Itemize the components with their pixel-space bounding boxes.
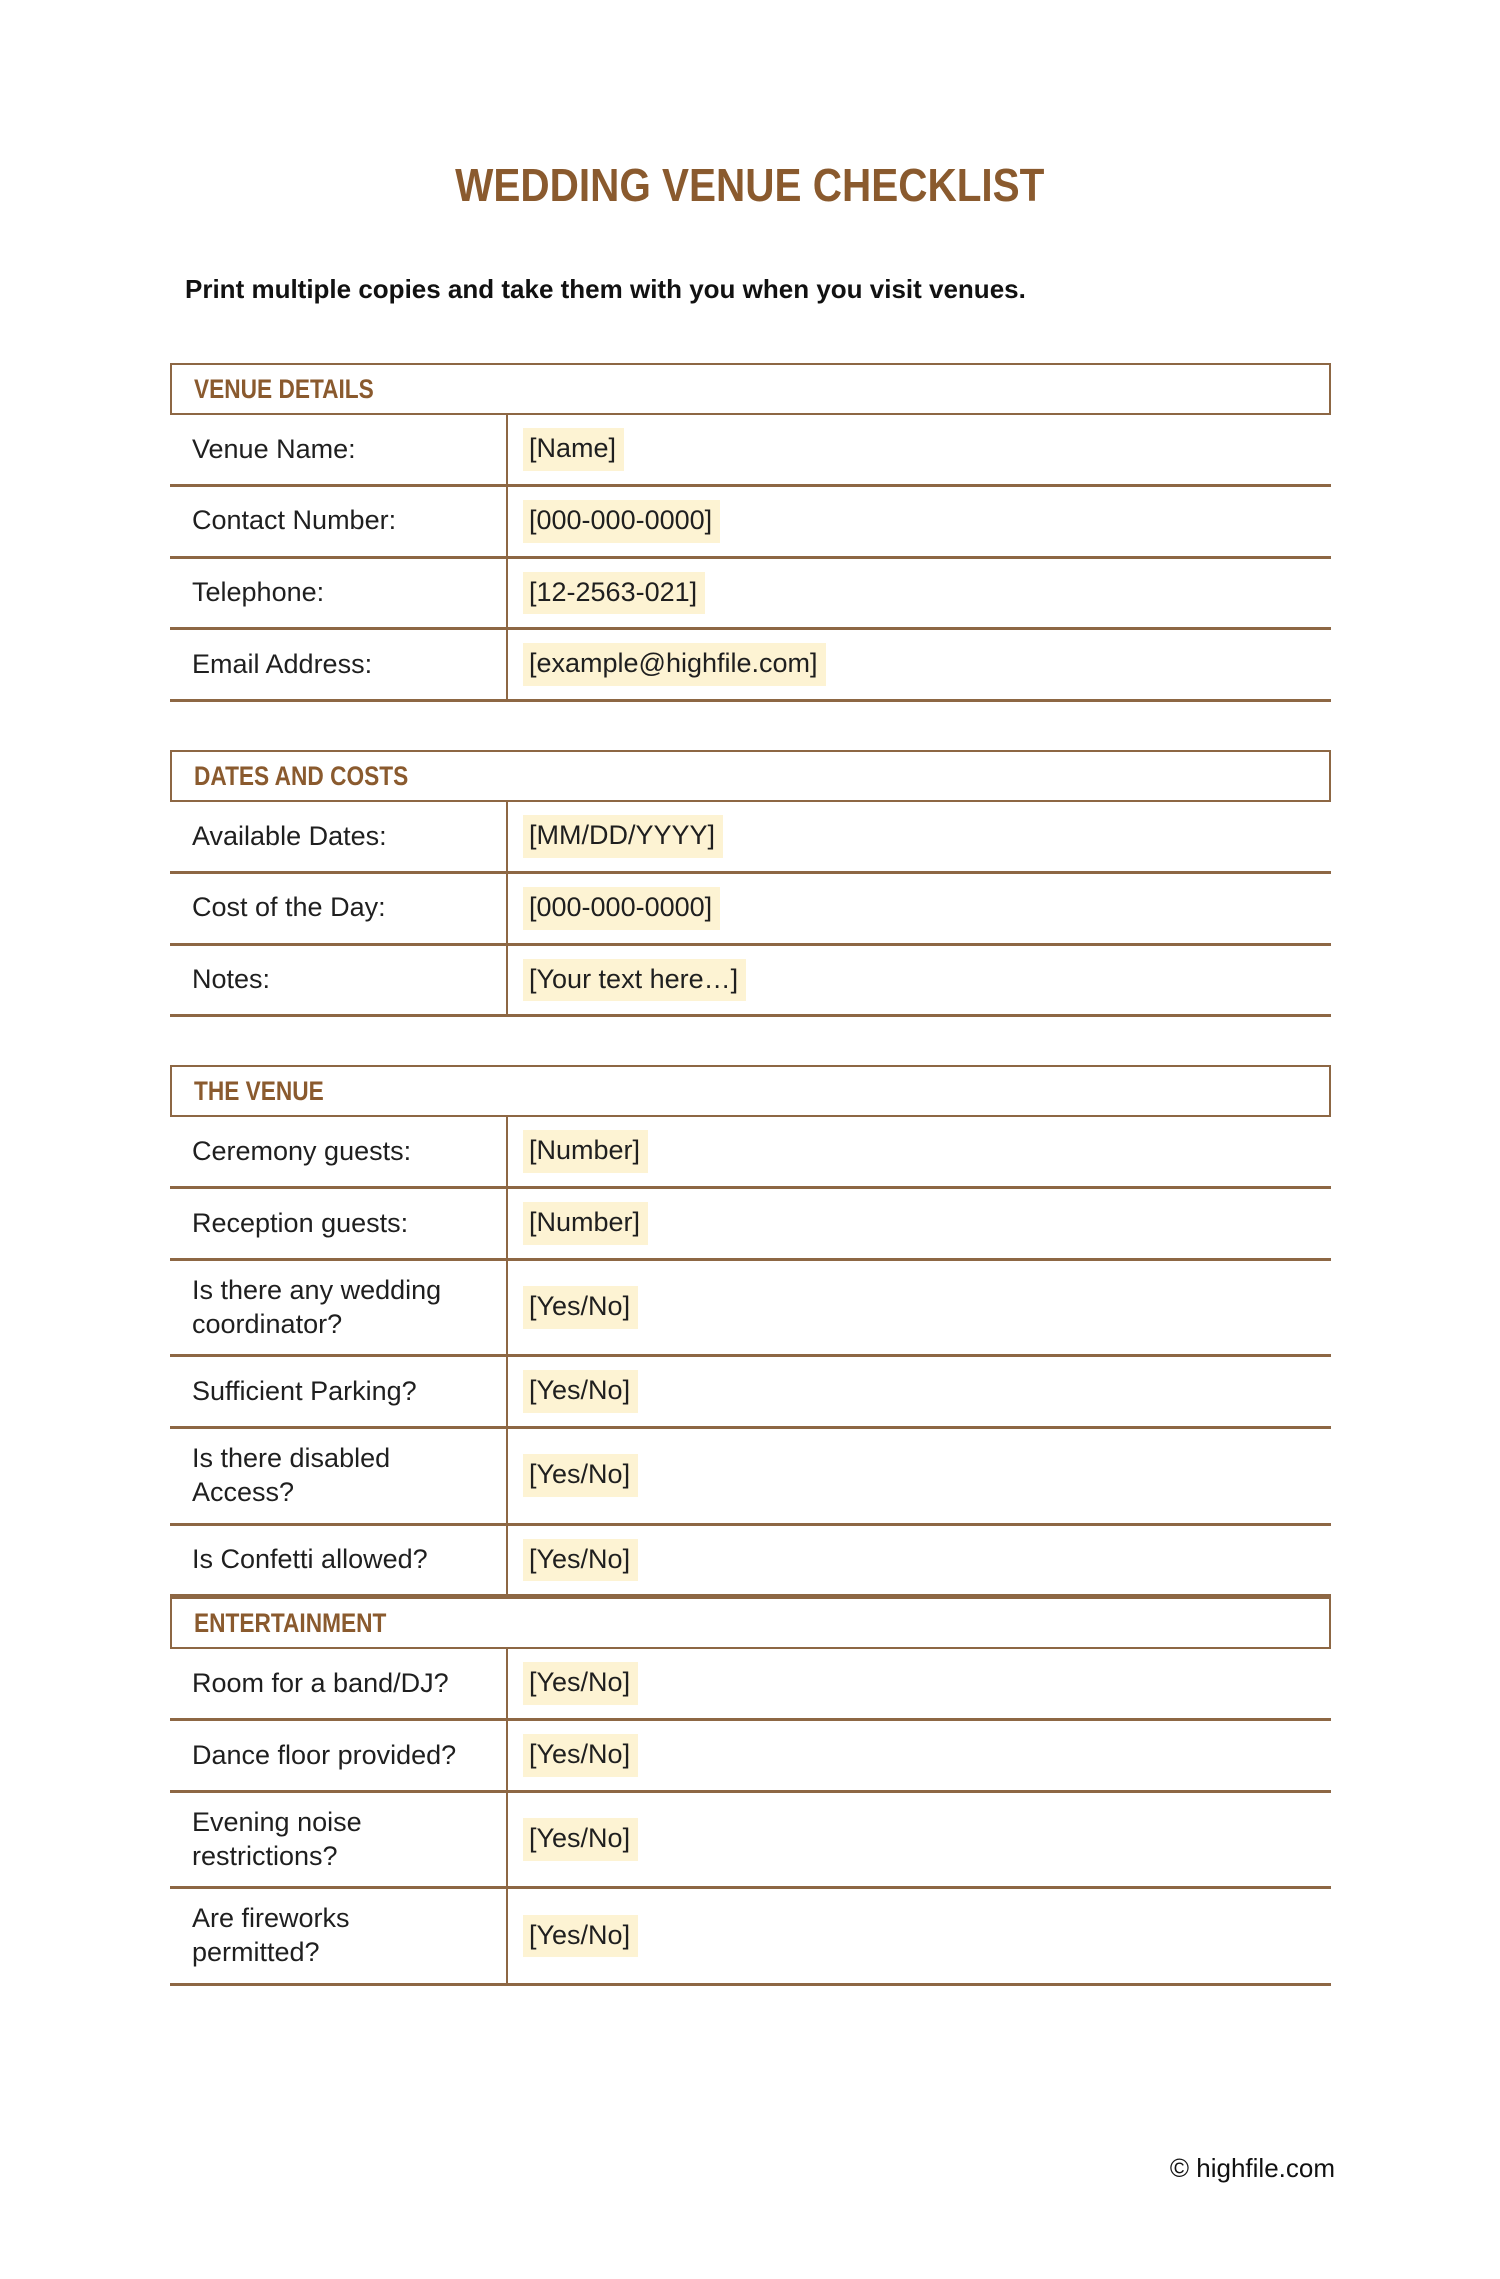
row-value-cell	[508, 415, 1331, 484]
section-rows	[170, 802, 1331, 1017]
section-rows	[170, 1649, 1331, 1986]
row-value-placeholder: [Yes/No]	[523, 1370, 638, 1413]
row-value-cell	[508, 1793, 1331, 1887]
row-value-cell	[508, 1357, 1331, 1426]
row-value-cell	[508, 874, 1331, 943]
row-label: Notes:	[192, 964, 271, 994]
row-label: Venue Name:	[192, 433, 356, 464]
table-row	[170, 874, 1331, 946]
table-row	[170, 1526, 1331, 1598]
row-value-cell	[508, 1721, 1331, 1790]
section-heading-label: THE VENUE	[194, 1075, 324, 1106]
table-row	[170, 1261, 1331, 1358]
row-value-cell	[508, 487, 1331, 556]
row-value-cell	[508, 630, 1331, 699]
row-value-cell	[508, 1429, 1331, 1523]
row-label: Dance floor provided?	[192, 1739, 457, 1770]
table-row	[170, 415, 1331, 487]
row-label: Cost of the Day:	[192, 892, 386, 923]
table-row	[170, 1189, 1331, 1261]
row-label: Ceremony guests:	[192, 1135, 412, 1166]
row-value-placeholder: [000-000-0000]	[523, 500, 720, 543]
section-heading	[170, 1065, 1331, 1117]
checklist-section	[170, 1065, 1331, 1597]
row-label-cell	[170, 630, 508, 699]
row-label-cell	[170, 1429, 508, 1523]
row-label-cell	[170, 1526, 508, 1595]
row-value-placeholder: [Yes/No]	[523, 1454, 638, 1497]
section-heading-label: DATES AND COSTS	[194, 760, 409, 791]
row-value-cell	[508, 802, 1331, 871]
section-rows	[170, 1117, 1331, 1597]
page-title: WEDDING VENUE CHECKLIST	[455, 159, 1045, 211]
row-value-placeholder: [Yes/No]	[523, 1734, 638, 1777]
row-label: Sufficient Parking?	[192, 1375, 417, 1406]
row-value-cell	[508, 1261, 1331, 1355]
row-value-placeholder: [Yes/No]	[523, 1286, 638, 1329]
row-value-cell	[508, 559, 1331, 628]
table-row	[170, 1793, 1331, 1890]
section-heading-label: ENTERTAINMENT	[194, 1607, 387, 1638]
row-label: Is there any wedding coordinator?	[192, 1274, 442, 1339]
row-value-cell	[508, 946, 1331, 1015]
row-label-cell	[170, 559, 508, 628]
copyright-footer: © highfile.com	[1169, 2153, 1335, 2183]
row-value-placeholder: [Name]	[523, 428, 624, 471]
row-label: Evening noise restrictions?	[192, 1806, 362, 1871]
row-label: Room for a band/DJ?	[192, 1667, 449, 1698]
row-value-cell	[508, 1117, 1331, 1186]
row-label-cell	[170, 1649, 508, 1718]
table-row	[170, 1429, 1331, 1526]
row-label-cell	[170, 1189, 508, 1258]
row-value-placeholder: [Your text here…]	[523, 959, 746, 1002]
table-row	[170, 802, 1331, 874]
row-label-cell	[170, 1117, 508, 1186]
row-value-cell	[508, 1526, 1331, 1595]
table-row	[170, 487, 1331, 559]
row-value-placeholder: [Yes/No]	[523, 1539, 638, 1582]
table-row	[170, 946, 1331, 1018]
row-label: Contact Number:	[192, 505, 397, 536]
row-label: Reception guests:	[192, 1207, 409, 1238]
section-heading-label: VENUE DETAILS	[194, 373, 374, 404]
row-value-placeholder: [example@highfile.com]	[523, 643, 826, 686]
intro-instruction: Print multiple copies and take them with you when you visit venues.	[185, 274, 1026, 304]
row-label: Are fireworks permitted?	[192, 1903, 350, 1967]
row-label: Is Confetti allowed?	[192, 1544, 428, 1574]
row-value-placeholder: [000-000-0000]	[523, 887, 720, 930]
table-row	[170, 1117, 1331, 1189]
row-label: Available Dates:	[192, 820, 387, 851]
checklist	[170, 363, 1331, 1986]
row-value-cell	[508, 1189, 1331, 1258]
row-value-cell	[508, 1889, 1331, 1983]
row-label-cell	[170, 1889, 508, 1983]
section-heading	[170, 1597, 1331, 1649]
row-value-placeholder: [Yes/No]	[523, 1915, 638, 1958]
table-row	[170, 559, 1331, 631]
table-row	[170, 1357, 1331, 1429]
row-label-cell	[170, 1793, 508, 1887]
checklist-section	[170, 750, 1331, 1017]
row-label-cell	[170, 1721, 508, 1790]
section-heading	[170, 363, 1331, 415]
row-label-cell	[170, 946, 508, 1015]
row-value-placeholder: [Yes/No]	[523, 1662, 638, 1705]
row-value-placeholder: [Number]	[523, 1130, 648, 1173]
row-label: Email Address:	[192, 648, 373, 679]
row-label-cell	[170, 415, 508, 484]
row-label-cell	[170, 1357, 508, 1426]
table-row	[170, 1721, 1331, 1793]
row-value-placeholder: [Number]	[523, 1202, 648, 1245]
row-label: Is there disabled Access?	[192, 1443, 391, 1507]
section-rows	[170, 415, 1331, 702]
row-value-cell	[508, 1649, 1331, 1718]
checklist-section	[170, 363, 1331, 702]
table-row	[170, 630, 1331, 702]
row-label-cell	[170, 802, 508, 871]
row-label-cell	[170, 874, 508, 943]
section-heading	[170, 750, 1331, 802]
table-row	[170, 1889, 1331, 1986]
row-label: Telephone:	[192, 577, 325, 607]
table-row	[170, 1649, 1331, 1721]
checklist-section	[170, 1597, 1331, 1986]
row-value-placeholder: [MM/DD/YYYY]	[523, 815, 723, 858]
row-value-placeholder: [Yes/No]	[523, 1818, 638, 1861]
row-label-cell	[170, 487, 508, 556]
row-value-placeholder: [12-2563-021]	[523, 572, 705, 615]
row-label-cell	[170, 1261, 508, 1355]
